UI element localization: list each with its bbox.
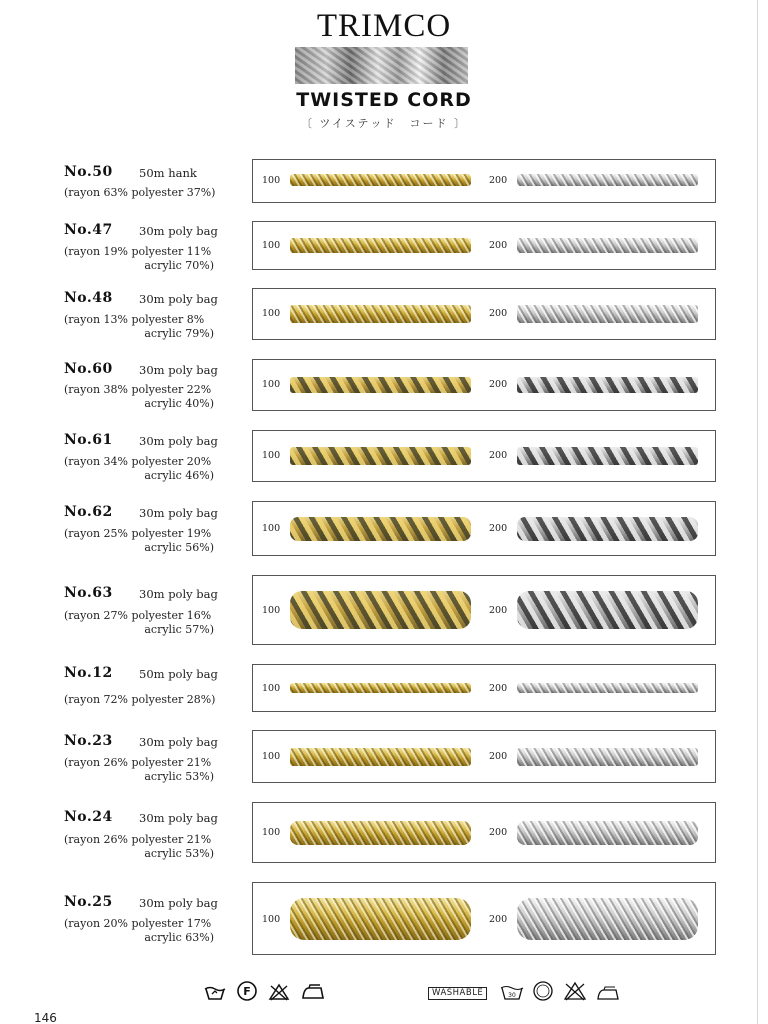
swatch-label-100: 100 (262, 827, 281, 838)
gold-cord-swatch (290, 238, 471, 253)
composition-line-1: (rayon 26% polyester 21% (64, 833, 212, 846)
product-packaging: 50m poly bag (139, 667, 218, 681)
swatch-label-200: 200 (489, 523, 508, 534)
swatch-label-100: 100 (262, 175, 281, 186)
product-composition (64, 527, 234, 555)
swatch-label-200: 200 (489, 827, 508, 838)
swatch-label-100: 100 (262, 523, 281, 534)
composition-line-1: (rayon 27% polyester 16% (64, 609, 212, 622)
swatch-label-100: 100 (262, 683, 281, 694)
swatch-box (252, 501, 716, 556)
swatch-box (252, 575, 716, 645)
swatch-label-200: 200 (489, 751, 508, 762)
gold-cord-swatch (290, 683, 471, 693)
product-packaging: 30m poly bag (139, 292, 218, 306)
product-packaging: 50m hank (139, 166, 197, 180)
swatch-label-100: 100 (262, 914, 281, 925)
product-composition (64, 313, 234, 341)
swatch-label-100: 100 (262, 605, 281, 616)
product-packaging: 30m poly bag (139, 587, 218, 601)
swatch-box (252, 430, 716, 482)
swatch-box (252, 159, 716, 203)
page-number: 146 (34, 1011, 57, 1024)
silver-cord-swatch (517, 174, 698, 186)
gold-cord-swatch (290, 174, 471, 186)
product-composition (64, 186, 234, 200)
swatch-label-200: 200 (489, 914, 508, 925)
silver-cord-swatch (517, 748, 698, 766)
composition-line-2: acrylic 57%) (144, 623, 214, 636)
swatch-label-200: 200 (489, 308, 508, 319)
silver-cord-swatch (517, 238, 698, 253)
no-bleach-2-icon (563, 982, 587, 1000)
swatch-box (252, 664, 716, 712)
product-code: No.48 (64, 290, 113, 306)
product-code: No.50 (64, 164, 113, 180)
silver-cord-swatch (517, 305, 698, 323)
gold-cord-swatch (290, 305, 471, 323)
swatch-label-200: 200 (489, 379, 508, 390)
product-packaging: 30m poly bag (139, 896, 218, 910)
product-composition (64, 455, 234, 483)
swatch-label-100: 100 (262, 751, 281, 762)
composition-line-1: (rayon 25% polyester 19% (64, 527, 212, 540)
swatch-label-100: 100 (262, 379, 281, 390)
banner-image (295, 47, 468, 84)
silver-cord-swatch (517, 683, 698, 693)
composition-line-2: acrylic 53%) (144, 770, 214, 783)
product-code: No.24 (64, 809, 113, 825)
swatch-label-200: 200 (489, 683, 508, 694)
gold-cord-swatch (290, 821, 471, 845)
product-packaging: 30m poly bag (139, 506, 218, 520)
page-edge (757, 0, 758, 1024)
washable-label: WASHABLE (428, 987, 487, 1000)
swatch-label-200: 200 (489, 240, 508, 251)
product-packaging: 30m poly bag (139, 363, 218, 377)
composition-line-2: acrylic 63%) (144, 931, 214, 944)
silver-cord-swatch (517, 821, 698, 845)
product-composition (64, 917, 234, 945)
product-composition (64, 833, 234, 861)
product-code: No.12 (64, 665, 113, 681)
page-title: TWISTED CORD (296, 89, 472, 111)
swatch-label-100: 100 (262, 240, 281, 251)
product-packaging: 30m poly bag (139, 224, 218, 238)
composition-line-1: (rayon 38% polyester 22% (64, 383, 212, 396)
composition-line-1: (rayon 63% polyester 37%) (64, 186, 216, 199)
swatch-label-100: 100 (262, 308, 281, 319)
svg-text:30: 30 (508, 992, 516, 999)
product-code: No.61 (64, 432, 113, 448)
product-packaging: 30m poly bag (139, 811, 218, 825)
silver-cord-swatch (517, 377, 698, 393)
wash-30-icon (500, 983, 524, 1001)
page-subtitle: 〔 ツイステッド コード 〕 (300, 117, 468, 130)
product-code: No.47 (64, 222, 113, 238)
composition-line-2: acrylic 46%) (144, 469, 214, 482)
brand-logo: TRIMCO (316, 8, 452, 44)
product-code: No.60 (64, 361, 113, 377)
composition-line-2: acrylic 79%) (144, 327, 214, 340)
silver-cord-swatch (517, 447, 698, 465)
gold-cord-swatch (290, 748, 471, 766)
swatch-box (252, 359, 716, 411)
dry-clean-f-letter: F (243, 984, 251, 998)
composition-line-1: (rayon 13% polyester 8% (64, 313, 205, 326)
composition-line-2: acrylic 56%) (144, 541, 214, 554)
swatch-label-100: 100 (262, 450, 281, 461)
silver-cord-swatch (517, 898, 698, 940)
composition-line-1: (rayon 26% polyester 21% (64, 756, 212, 769)
product-code: No.23 (64, 733, 113, 749)
gold-cord-swatch (290, 377, 471, 393)
composition-line-1: (rayon 72% polyester 28%) (64, 693, 216, 706)
swatch-label-200: 200 (489, 450, 508, 461)
product-composition (64, 245, 234, 273)
product-packaging: 30m poly bag (139, 434, 218, 448)
product-packaging: 30m poly bag (139, 735, 218, 749)
composition-line-2: acrylic 53%) (144, 847, 214, 860)
swatch-box (252, 882, 716, 955)
hand-wash-icon (204, 983, 226, 1001)
composition-line-1: (rayon 20% polyester 17% (64, 917, 212, 930)
product-composition (64, 609, 234, 637)
silver-cord-swatch (517, 517, 698, 541)
swatch-box (252, 288, 716, 340)
header (0, 8, 768, 44)
iron-icon (300, 983, 326, 1001)
dry-clean-f-icon (236, 982, 258, 1000)
iron-low-icon (596, 984, 620, 1002)
gold-cord-swatch (290, 517, 471, 541)
product-composition (64, 383, 234, 411)
gold-cord-swatch (290, 447, 471, 465)
dry-clean-circle-icon (532, 982, 554, 1000)
product-composition (64, 756, 234, 784)
product-composition (64, 693, 234, 707)
composition-line-2: acrylic 70%) (144, 259, 214, 272)
no-bleach-icon (268, 983, 290, 1001)
swatch-label-200: 200 (489, 605, 508, 616)
composition-line-1: (rayon 19% polyester 11% (64, 245, 212, 258)
product-code: No.62 (64, 504, 113, 520)
product-code: No.63 (64, 585, 113, 601)
composition-line-1: (rayon 34% polyester 20% (64, 455, 212, 468)
gold-cord-swatch (290, 591, 471, 629)
swatch-box (252, 730, 716, 783)
swatch-box (252, 802, 716, 863)
swatch-box (252, 221, 716, 270)
composition-line-2: acrylic 40%) (144, 397, 214, 410)
gold-cord-swatch (290, 898, 471, 940)
product-code: No.25 (64, 894, 113, 910)
silver-cord-swatch (517, 591, 698, 629)
swatch-label-200: 200 (489, 175, 508, 186)
